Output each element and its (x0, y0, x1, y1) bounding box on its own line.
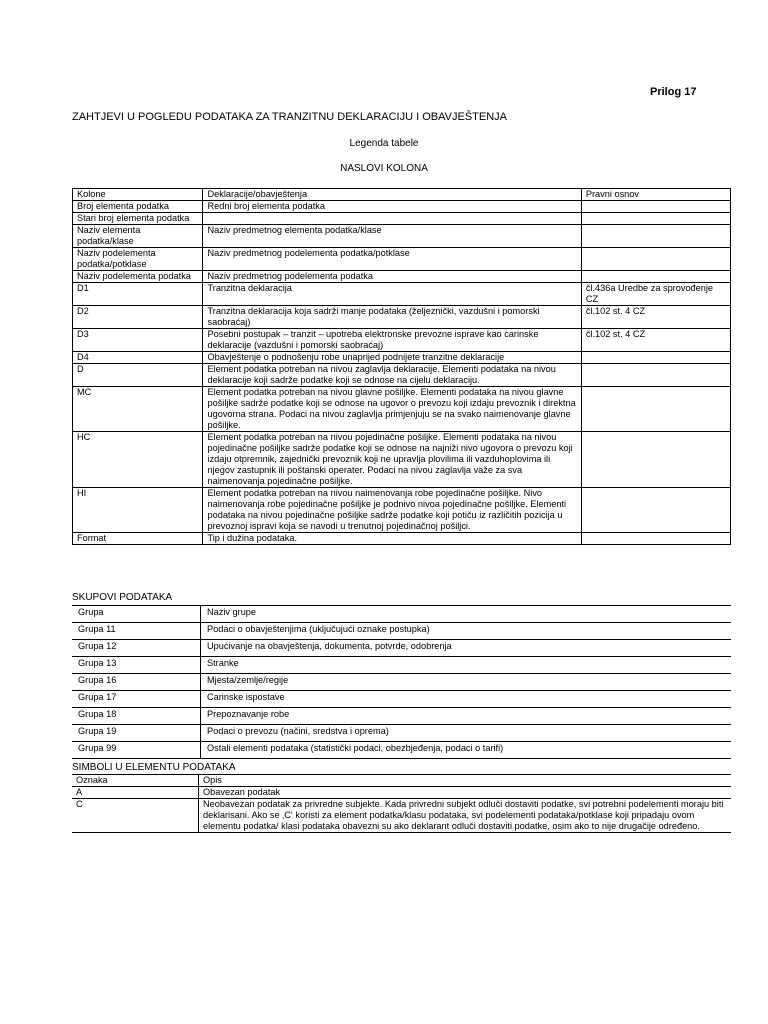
table-row (72, 640, 731, 657)
table-cell: D3 (73, 329, 203, 352)
table-cell: Redni broj elementa podatka (203, 201, 581, 213)
table-cell: Stranke (201, 657, 732, 674)
table-cell: Grupa 16 (72, 674, 201, 691)
table-cell: Grupa 17 (72, 691, 201, 708)
table-cell: Mjesta/zemlje/regije (201, 674, 732, 691)
table-cell (581, 213, 730, 225)
table-cell: čl.436a Uredbe za sprovođenje CZ (581, 283, 730, 306)
groups-table (72, 605, 731, 759)
document-title: ZAHTJEVI U POGLEDU PODATAKA ZA TRANZITNU DEKLARACIJU I OBAVJEŠTENJA (72, 111, 507, 123)
annex-label: Prilog 17 (650, 86, 697, 98)
table-row (73, 225, 731, 248)
table-cell: Naziv podelementa podatka (73, 271, 203, 283)
table-cell: Format (73, 533, 203, 545)
table-row (72, 623, 731, 640)
table-cell: Naziv predmetnog podelementa podatka/potklase (203, 248, 581, 271)
table-cell: Grupa 18 (72, 708, 201, 725)
table-cell (581, 248, 730, 271)
table-cell: čl.102 st. 4 CZ (581, 306, 730, 329)
table-cell: Upućivanje na obavještenja, dokumenta, potvrde, odobrenja (201, 640, 732, 657)
table-cell: Podaci o prevozu (načini, sredstva i oprema) (201, 725, 732, 742)
table-row (73, 306, 731, 329)
table-row (73, 364, 731, 387)
table-row (73, 201, 731, 213)
table-row (72, 742, 731, 759)
table-cell: D2 (73, 306, 203, 329)
groups-section-title: SKUPOVI PODATAKA (72, 592, 173, 603)
table-row (73, 189, 731, 201)
table-row (73, 352, 731, 364)
table-row (72, 691, 731, 708)
table-cell (581, 488, 730, 533)
table-cell: Grupa 11 (72, 623, 201, 640)
table-cell (581, 225, 730, 248)
table-cell: Broj elementa podatka (73, 201, 203, 213)
table-cell: Naziv grupe (201, 606, 732, 623)
table-cell (581, 201, 730, 213)
table-cell (203, 213, 581, 225)
table-cell: A (72, 787, 199, 799)
table-row (73, 432, 731, 488)
table-cell: Grupa (72, 606, 201, 623)
table-cell: Element podatka potreban na nivou glavne pošiljke. Elementi podataka na nivou glavne pošiljke sadrže podatke koji se odnose na ugovor o prevozu koji izdaju prevoznik i direktna ugovorna strana. Podaci na nivou zaglavlja primjenjuju se na svako naimenovanje glavne pošiljke. (203, 387, 581, 432)
table-row (73, 387, 731, 432)
table-row (73, 329, 731, 352)
table-cell: Grupa 13 (72, 657, 201, 674)
table-row (73, 248, 731, 271)
table-row (73, 533, 731, 545)
table-cell (581, 364, 730, 387)
table-row (72, 606, 731, 623)
column-titles-heading: NASLOVI KOLONA (340, 163, 428, 174)
table-row (72, 708, 731, 725)
table-cell: Grupa 19 (72, 725, 201, 742)
table-row (72, 725, 731, 742)
table-cell: Element podatka potreban na nivou zaglavlja deklaracije. Elementi podataka na nivou deklaracije koji sadrže podatke koji se odnose na cijelu deklaraciju. (203, 364, 581, 387)
table-cell: Naziv predmetnog podelementa podatka (203, 271, 581, 283)
table-row (72, 657, 731, 674)
columns-legend-table (72, 188, 731, 545)
symbols-section-title: SIMBOLI U ELEMENTU PODATAKA (72, 762, 236, 773)
table-cell (581, 271, 730, 283)
table-cell: Obavezan podatak (199, 787, 732, 799)
table-cell: Tip i dužina podataka. (203, 533, 581, 545)
table-cell: Kolone (73, 189, 203, 201)
table-cell: D1 (73, 283, 203, 306)
table-cell: Grupa 12 (72, 640, 201, 657)
table-row (72, 775, 731, 787)
table-cell (581, 387, 730, 432)
table-cell: Tranzitna deklaracija (203, 283, 581, 306)
table-cell: Neobavezan podatak za privredne subjekte. Kada privredni subjekt odluči dostaviti podatke, svi potrebni podelementi moraju biti deklarisani. Ako se ‚C‘ koristi za element podatka/klasu podataka, svi podelementi podataka/potklase koji pripadaju ovom elementu podatka/ klasi podataka obavezni su ako deklarant odluči dostaviti podatke, osim ako to nije drugačije određeno. (199, 799, 732, 833)
table-cell: Pravni osnov (581, 189, 730, 201)
table-cell: Obavještenje o podnošenju robe unaprijed podnijete tranzitne deklaracije (203, 352, 581, 364)
table-cell: Carinske ispostave (201, 691, 732, 708)
table-cell: Element podatka potreban na nivou pojedinačne pošiljke. Elementi podataka na nivou pojedinačne pošiljke sadrže podatke koji se odnose na najniži nivo ugovora o prevozu koji izdaju otpremnik, zajednički prevoznik koji ne upravlja plovilima ili vazduhoplovima ili njegov zastupnik ili poštanski operater. Podaci na nivou zaglavlja važe za sva naimenovanja pojedinačne pošiljke. (203, 432, 581, 488)
table-cell: Naziv elementa podatka/klase (73, 225, 203, 248)
table-row (73, 213, 731, 225)
table-cell: MC (73, 387, 203, 432)
table-cell (581, 352, 730, 364)
table-cell (581, 533, 730, 545)
table-cell: Grupa 99 (72, 742, 201, 759)
table-cell: Stari broj elementa podatka (73, 213, 203, 225)
table-row (73, 271, 731, 283)
table-cell: Oznaka (72, 775, 199, 787)
table-cell: HC (73, 432, 203, 488)
table-cell: Deklaracije/obavještenja (203, 189, 581, 201)
table-cell: Naziv podelementa podatka/potklase (73, 248, 203, 271)
table-cell: Prepoznavanje robe (201, 708, 732, 725)
table-cell: D4 (73, 352, 203, 364)
table-cell: Opis (199, 775, 732, 787)
legend-heading: Legenda tabele (349, 138, 419, 149)
table-row (72, 799, 731, 833)
table-row (73, 283, 731, 306)
table-cell: Posebni postupak – tranzit – upotreba elektronske prevozne isprave kao carinske deklaracije (vazdušni i pomorski saobraćaj) (203, 329, 581, 352)
table-cell: Podaci o obavještenjima (uključujući oznake postupka) (201, 623, 732, 640)
symbols-table (72, 774, 731, 833)
table-cell: Element podatka potreban na nivou naimenovanja robe pojedinačne pošiljke. Nivo naimenovanja robe pojedinačne pošiljke je podnivo nivoa pojedinačne pošiljke. Elementi podataka na nivou pojedinačne pošiljke sadrže podatke koji potiču iz različitih pozicija u prevoznoj ispravi koja se navodi u trenutnoj pojedinačnoj pošiljci. (203, 488, 581, 533)
table-cell: čl.102 st. 4 CZ (581, 329, 730, 352)
table-cell: HI (73, 488, 203, 533)
table-cell: Ostali elementi podataka (statistički podaci, obezbjeđenja, podaci o tarifi) (201, 742, 732, 759)
table-cell (581, 432, 730, 488)
table-cell: Naziv predmetnog elementa podatka/klase (203, 225, 581, 248)
table-cell: C (72, 799, 199, 833)
table-row (72, 787, 731, 799)
table-cell: Tranzitna deklaracija koja sadrži manje podataka (željeznički, vazdušni i pomorski saobraćaj) (203, 306, 581, 329)
table-row (73, 488, 731, 533)
table-cell: D (73, 364, 203, 387)
table-row (72, 674, 731, 691)
